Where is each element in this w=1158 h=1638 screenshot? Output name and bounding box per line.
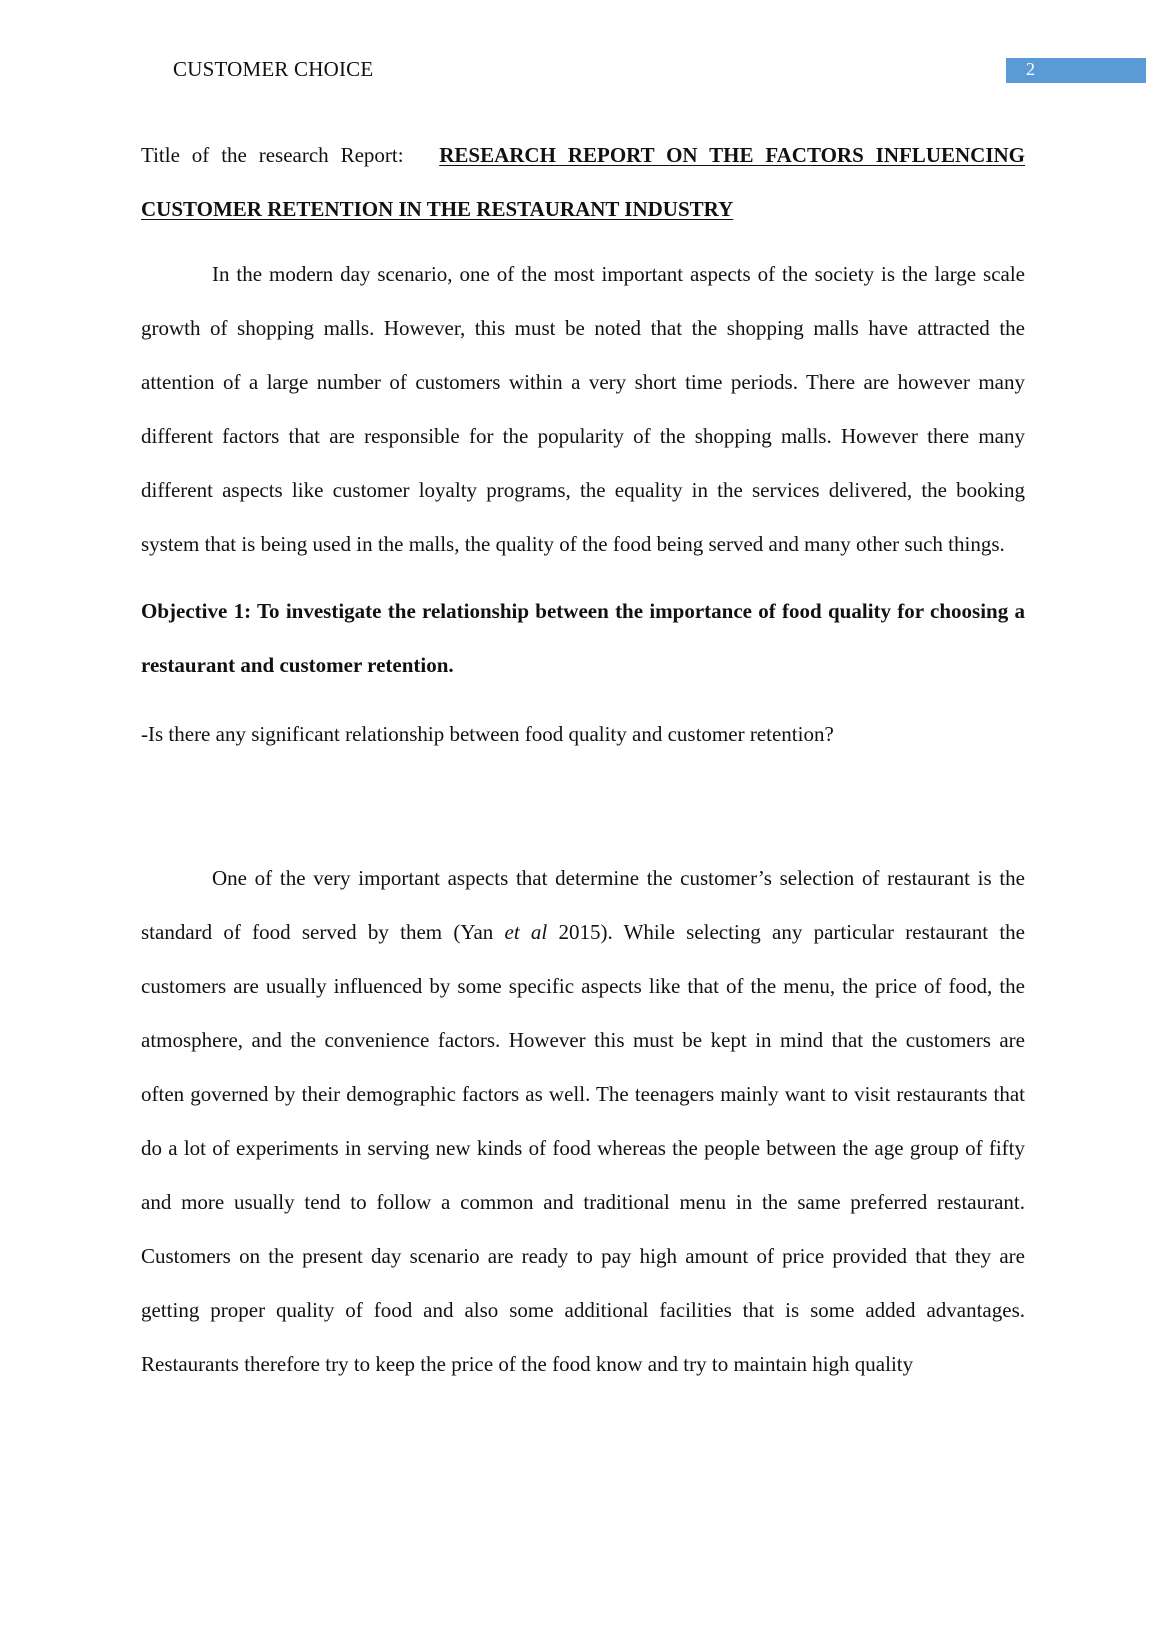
running-head: CUSTOMER CHOICE (173, 57, 374, 81)
document-body (141, 128, 1025, 1391)
body-paragraph (141, 851, 1025, 1391)
intro-paragraph: In the modern day scenario, one of the most important aspects of the society is the large scale growth of shopping malls. However, this must be noted that the shopping malls have attracted the attention of a large number of customers within a very short time periods. There are however many different factors that are responsible for the popularity of the shopping malls. However there many different aspects like customer loyalty programs, the equality in the services delivered, the booking system that is being used in the malls, the quality of the food being served and many other such things. (141, 262, 1025, 556)
page-number-box (1006, 58, 1146, 83)
body-paragraph-part2: 2015). While selecting any particular restaurant the customers are usually influenced by some specific aspects like that of the menu, the price of food, the atmosphere, and the convenience factors. However this must be kept in mind that the customers are often governed by their demographic factors as well. The teenagers mainly want to visit restaurants that do a lot of experiments in serving new kinds of food whereas the people between the age group of fifty and more usually tend to follow a common and traditional menu in the same preferred restaurant. Customers on the present day scenario are ready to pay high amount of price provided that they are getting proper quality of food and also some additional facilities that is some added advantages. Restaurants therefore try to keep the price of the food know and try to maintain high quality (141, 920, 1025, 1376)
citation-et-al: et al (504, 920, 548, 944)
report-title-main: RESEARCH REPORT ON THE FACTORS INFLUENCING CUSTOMER RETENTION IN THE RESTAURANT INDUSTRY (141, 143, 1025, 221)
page-number: 2 (1026, 59, 1035, 79)
report-title-lead: Title of the research Report: (141, 143, 404, 167)
report-title (141, 128, 1025, 236)
research-question: -Is there any significant relationship between food quality and customer retention? (141, 722, 834, 746)
objective-heading: Objective 1: To investigate the relationship between the importance of food quality for choosing a restaurant and customer retention. (141, 599, 1025, 677)
body-paragraph-part1: One of the very important aspects that determine the customer’s selection of restaurant is the standard of food served by them (Yan (141, 866, 1025, 944)
